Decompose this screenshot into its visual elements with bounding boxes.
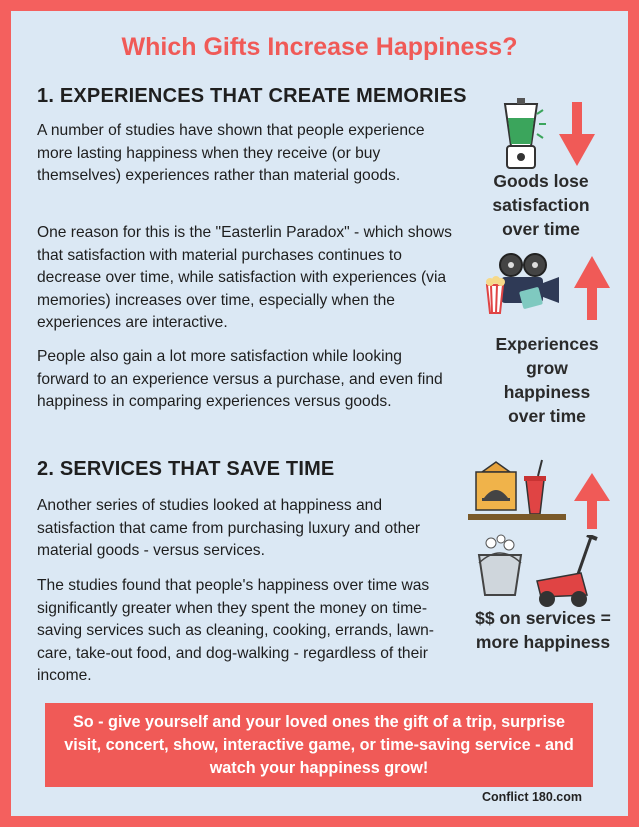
arrow-up-icon [574,254,610,320]
services-label: $$ on services = more happiness [475,608,611,652]
experiences-paragraph-3: People also gain a lot more satisfaction while looking forward to an experience versus a purchase, and even find happiness in comparing experiences versus goods. [37,348,443,410]
services-paragraph-2: The studies found that people's happiness over time was significantly greater when they spent the money on time-saving services such as cleaning, cooking, errands, lawn-care, take-out food, and dog-walking - regardless of their income. [37,577,434,684]
page-title: Which Gifts Increase Happiness? [121,33,518,61]
experiences-paragraph-1: A number of studies have shown that people experience more lasting happiness when they receive (or buy themselves) experiences rather than material goods. [37,122,425,184]
cleaning-bucket-icon [473,533,527,599]
footer-credit: Conflict 180.com [481,790,582,804]
goods-label: Goods lose satisfaction over time [492,171,590,239]
movie-camera-icon [481,251,567,317]
infographic-page [11,11,628,816]
lawn-mower-icon [531,535,617,611]
arrow-down-icon [559,102,595,168]
arrow-up-icon-2 [574,473,610,529]
takeout-food-icon [468,458,566,526]
blender-icon [491,96,551,176]
call-to-action-box [45,703,593,787]
section-heading-experiences: 1. EXPERIENCES THAT CREATE MEMORIES [37,85,467,107]
section-heading-services: 2. SERVICES THAT SAVE TIME [37,458,335,480]
experiences-label: Experiences grow happiness over time [495,334,599,426]
experiences-paragraph-2: One reason for this is the "Easterlin Paradox" - which shows that satisfaction with material purchases continues to decrease over time, while satisfaction with experiences (via memories) increases over time, especially when the experiences are interactive. [37,224,452,331]
services-paragraph-1: Another series of studies looked at happiness and satisfaction that came from purchasing luxury and other material goods - versus services. [37,497,421,559]
call-to-action-text: So - give yourself and your loved ones the gift of a trip, surprise visit, concert, show, interactive game, or time-saving service - and watch your happiness grow! [64,713,574,777]
